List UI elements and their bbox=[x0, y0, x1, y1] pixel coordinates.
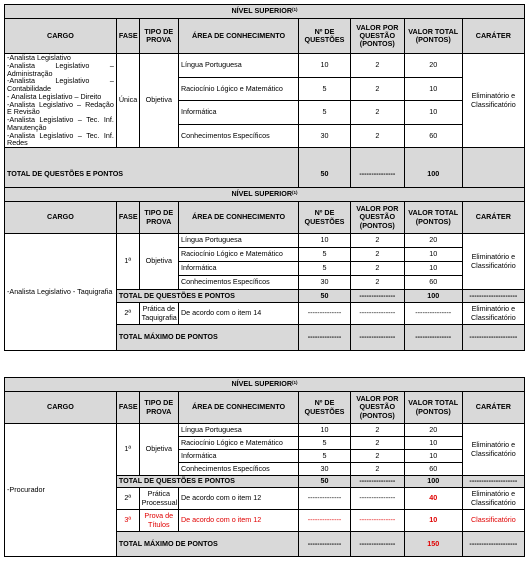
total-cell: 60 bbox=[404, 463, 462, 476]
max-carater: -------------------- bbox=[462, 532, 524, 557]
questoes-cell: 5 bbox=[299, 262, 351, 276]
cargo-item: -Analista Legislativo – Tec. Inf. Redes bbox=[7, 130, 114, 148]
col-header-cargo: CARGO bbox=[5, 19, 117, 54]
valor-cell: 2 bbox=[350, 234, 404, 248]
questoes-cell: 30 bbox=[299, 276, 351, 290]
valor-cell: --------------- bbox=[350, 488, 404, 510]
total-pontos: 100 bbox=[404, 476, 462, 488]
total-questoes: 50 bbox=[299, 476, 351, 488]
col-header-carater: CARÁTER bbox=[462, 392, 524, 424]
area-cell: Língua Portuguesa bbox=[178, 234, 298, 248]
fase-cell: 2ª bbox=[116, 488, 139, 510]
questoes-cell: 5 bbox=[299, 248, 351, 262]
carater-cell: Eliminatório e Classificatório bbox=[462, 234, 524, 290]
col-header-questoes: Nº DE QUESTÕES bbox=[299, 392, 351, 424]
tipo-cell: Objetiva bbox=[139, 54, 178, 148]
col-header-valor-total: VALOR TOTAL (PONTOS) bbox=[404, 392, 462, 424]
cargo-cell: -Analista Legislativo - Taquigrafia bbox=[5, 234, 117, 351]
col-header-area: ÁREA DE CONHECIMENTO bbox=[178, 19, 298, 54]
max-pontos: 150 bbox=[404, 532, 462, 557]
cargo-item: -Analista Legislativo – Administração bbox=[7, 60, 114, 78]
carater-cell: Eliminatório e Classificatório bbox=[462, 488, 524, 510]
carater-cell: Classificatório bbox=[462, 510, 524, 532]
area-cell: Informática bbox=[178, 101, 298, 125]
questoes-cell: 10 bbox=[299, 54, 351, 78]
col-header-carater: CARÁTER bbox=[462, 19, 524, 54]
col-header-fase: FASE bbox=[116, 19, 139, 54]
tipo-cell: Objetiva bbox=[139, 424, 178, 476]
table-nivel-superior-2 bbox=[4, 187, 525, 351]
col-header-questoes: Nº DE QUESTÕES bbox=[299, 202, 351, 234]
total-pontos: 100 bbox=[404, 148, 462, 200]
col-header-carater: CARÁTER bbox=[462, 202, 524, 234]
max-valor: --------------- bbox=[350, 532, 404, 557]
total-label: TOTAL DE QUESTÕES E PONTOS bbox=[5, 148, 299, 200]
carater-cell: Eliminatório e Classificatório bbox=[462, 424, 524, 476]
max-label: TOTAL MÁXIMO DE PONTOS bbox=[116, 325, 298, 351]
col-header-cargo: CARGO bbox=[5, 392, 117, 424]
col-header-tipo: TIPO DE PROVA bbox=[139, 392, 178, 424]
cargo-item: -Analista Legislativo – Contabilidade bbox=[7, 76, 114, 94]
area-cell: Conhecimentos Específicos bbox=[178, 463, 298, 476]
valor-cell: 2 bbox=[350, 437, 404, 450]
total-label: TOTAL DE QUESTÕES E PONTOS bbox=[116, 290, 298, 303]
col-header-tipo: TIPO DE PROVA bbox=[139, 19, 178, 54]
max-questoes: -------------- bbox=[299, 532, 351, 557]
total-cell: 40 bbox=[404, 488, 462, 510]
cargo-list bbox=[5, 54, 117, 148]
questoes-cell: 5 bbox=[299, 101, 351, 125]
tipo-cell: Prática Processual bbox=[139, 488, 178, 510]
valor-cell: 2 bbox=[350, 463, 404, 476]
tipo-cell: Prova de Títulos bbox=[139, 510, 178, 532]
questoes-cell: 5 bbox=[299, 450, 351, 463]
valor-cell: 2 bbox=[350, 124, 404, 148]
table-title: NÍVEL SUPERIOR$^{(1)}$ bbox=[5, 5, 525, 19]
col-header-area: ÁREA DE CONHECIMENTO bbox=[178, 392, 298, 424]
cargo-item: -Analista Legislativo – Tec. Inf. Manutenção bbox=[7, 115, 114, 132]
table-title: NÍVEL SUPERIOR$^{(1)}$ bbox=[5, 378, 525, 392]
col-header-valor-questao: VALOR POR QUESTÃO (PONTOS) bbox=[350, 19, 404, 54]
area-cell: Informática bbox=[178, 262, 298, 276]
area-cell: De acordo com o item 12 bbox=[178, 488, 298, 510]
area-cell: Conhecimentos Específicos bbox=[178, 276, 298, 290]
questoes-cell: -------------- bbox=[299, 488, 351, 510]
fase-cell: Única bbox=[116, 54, 139, 148]
total-questoes: 50 bbox=[299, 290, 351, 303]
cargo-item: - Analista Legislativo – Direito bbox=[7, 91, 102, 101]
carater-cell: Eliminatório e Classificatório bbox=[462, 303, 524, 325]
col-header-valor-questao: VALOR POR QUESTÃO (PONTOS) bbox=[350, 392, 404, 424]
col-header-cargo: CARGO bbox=[5, 202, 117, 234]
total-cell: 10 bbox=[404, 262, 462, 276]
valor-cell: --------------- bbox=[350, 510, 404, 532]
questoes-cell: 5 bbox=[299, 77, 351, 101]
area-cell: Conhecimentos Específicos bbox=[178, 124, 298, 148]
valor-cell: 2 bbox=[350, 276, 404, 290]
total-cell: 20 bbox=[404, 234, 462, 248]
total-questoes: 50 bbox=[299, 148, 351, 200]
fase-cell: 2ª bbox=[116, 303, 139, 325]
total-cell: 20 bbox=[404, 424, 462, 437]
total-carater: -------------------- bbox=[462, 290, 524, 303]
total-cell: 10 bbox=[404, 101, 462, 125]
fase-cell: 3ª bbox=[116, 510, 139, 532]
table-nivel-superior-1 bbox=[4, 4, 525, 200]
area-cell: Raciocínio Lógico e Matemático bbox=[178, 248, 298, 262]
questoes-cell: 30 bbox=[299, 124, 351, 148]
total-cell: --------------- bbox=[404, 303, 462, 325]
carater-cell: Eliminatório e Classificatório bbox=[462, 54, 524, 148]
max-pontos: --------------- bbox=[404, 325, 462, 351]
max-carater: -------------------- bbox=[462, 325, 524, 351]
col-header-valor-total: VALOR TOTAL (PONTOS) bbox=[404, 19, 462, 54]
total-cell: 10 bbox=[404, 510, 462, 532]
total-cell: 10 bbox=[404, 450, 462, 463]
fase-cell: 1ª bbox=[116, 234, 139, 290]
total-cell: 10 bbox=[404, 77, 462, 101]
valor-cell: 2 bbox=[350, 101, 404, 125]
col-header-tipo: TIPO DE PROVA bbox=[139, 202, 178, 234]
total-valor: --------------- bbox=[350, 476, 404, 488]
total-cell: 60 bbox=[404, 124, 462, 148]
area-cell: De acordo com o item 12 bbox=[178, 510, 298, 532]
col-header-valor-total: VALOR TOTAL (PONTOS) bbox=[404, 202, 462, 234]
total-label: TOTAL DE QUESTÕES E PONTOS bbox=[116, 476, 298, 488]
questoes-cell: -------------- bbox=[299, 303, 351, 325]
total-pontos: 100 bbox=[404, 290, 462, 303]
col-header-questoes: Nº DE QUESTÕES bbox=[299, 19, 351, 54]
col-header-area: ÁREA DE CONHECIMENTO bbox=[178, 202, 298, 234]
fase-cell: 1ª bbox=[116, 424, 139, 476]
max-label: TOTAL MÁXIMO DE PONTOS bbox=[116, 532, 298, 557]
tipo-cell: Prática de Taquigrafia bbox=[139, 303, 178, 325]
valor-cell: 2 bbox=[350, 424, 404, 437]
total-valor: --------------- bbox=[350, 148, 404, 200]
area-cell: Informática bbox=[178, 450, 298, 463]
questoes-cell: 10 bbox=[299, 234, 351, 248]
table-nivel-superior-3 bbox=[4, 377, 525, 557]
valor-cell: --------------- bbox=[350, 303, 404, 325]
valor-cell: 2 bbox=[350, 262, 404, 276]
col-header-valor-questao: VALOR POR QUESTÃO (PONTOS) bbox=[350, 202, 404, 234]
questoes-cell: -------------- bbox=[299, 510, 351, 532]
cargo-item: -Analista Legislativo – Redação E Revisão bbox=[7, 99, 114, 117]
total-cell: 60 bbox=[404, 276, 462, 290]
table-title: NÍVEL SUPERIOR$^{(1)}$ bbox=[5, 188, 525, 202]
area-cell: Raciocínio Lógico e Matemático bbox=[178, 77, 298, 101]
area-cell: Língua Portuguesa bbox=[178, 54, 298, 78]
max-questoes: -------------- bbox=[299, 325, 351, 351]
col-header-fase: FASE bbox=[116, 202, 139, 234]
cargo-cell: -Procurador bbox=[5, 424, 117, 557]
total-valor: --------------- bbox=[350, 290, 404, 303]
total-cell: 20 bbox=[404, 54, 462, 78]
valor-cell: 2 bbox=[350, 450, 404, 463]
area-cell: Raciocínio Lógico e Matemático bbox=[178, 437, 298, 450]
max-valor: --------------- bbox=[350, 325, 404, 351]
total-carater: -------------------- bbox=[462, 476, 524, 488]
tipo-cell: Objetiva bbox=[139, 234, 178, 290]
col-header-fase: FASE bbox=[116, 392, 139, 424]
cargo-item: -Analista Legislativo bbox=[7, 53, 71, 62]
area-cell: Língua Portuguesa bbox=[178, 424, 298, 437]
valor-cell: 2 bbox=[350, 54, 404, 78]
questoes-cell: 30 bbox=[299, 463, 351, 476]
total-cell: 10 bbox=[404, 248, 462, 262]
questoes-cell: 10 bbox=[299, 424, 351, 437]
total-cell: 10 bbox=[404, 437, 462, 450]
valor-cell: 2 bbox=[350, 248, 404, 262]
valor-cell: 2 bbox=[350, 77, 404, 101]
area-cell: De acordo com o item 14 bbox=[178, 303, 298, 325]
questoes-cell: 5 bbox=[299, 437, 351, 450]
